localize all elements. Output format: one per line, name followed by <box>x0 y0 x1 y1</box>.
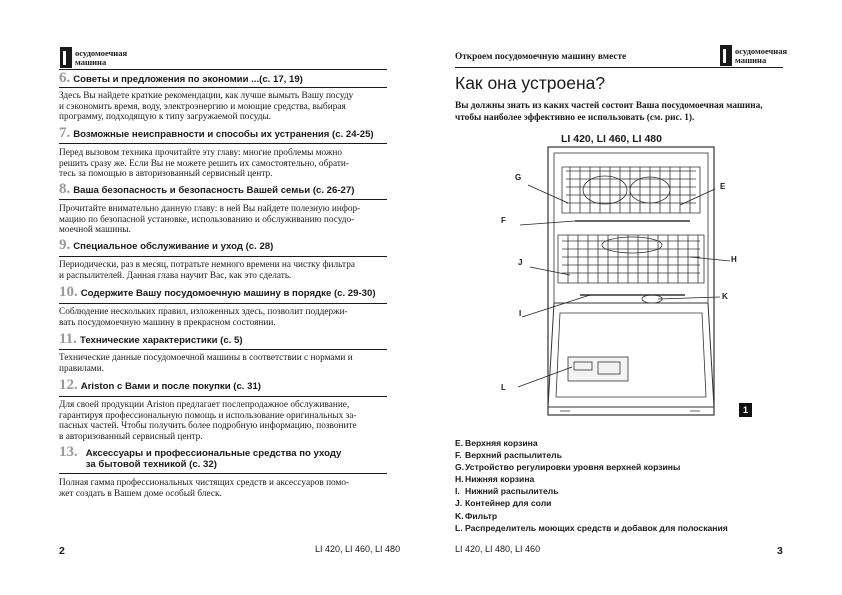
legend-item: F. Верхний распылитель <box>455 450 562 461</box>
callout-f: F <box>501 216 506 225</box>
section-rule <box>59 143 387 144</box>
callout-i: I <box>519 309 522 318</box>
parts-legend <box>455 437 728 534</box>
section-rule <box>59 349 387 350</box>
brand-line1: осудомоечная <box>735 45 788 56</box>
section-12-body: Для своей продукции Ariston предлагает послепродажное обслуживание, гарантируя профессиональную помощь и использование оригинальных за- пасных частей. Чтобы получить более подробную информацию, позвоните в авторизованный сервисный центр. <box>59 400 357 442</box>
section-rule <box>59 396 387 397</box>
dishwasher-illustration <box>500 145 745 420</box>
section-10-body: Соблюдение нескольких правил, изложенных здесь, позволит поддержи- вать посудомоечную машину в прекрасном состоянии. <box>59 307 348 328</box>
callout-g: G <box>515 173 522 182</box>
page-number-right: 3 <box>777 545 783 557</box>
section-rule <box>59 473 387 474</box>
footer-models-left: LI 420, LI 460, LI 480 <box>315 544 401 554</box>
callout-k: K <box>722 292 728 301</box>
brand-logo-icon <box>720 45 732 66</box>
page-number-left: 2 <box>59 545 65 557</box>
brand-logo-icon <box>60 47 72 68</box>
intro-text: Вы должны знать из каких частей состоит Ваша посудомоечная машина, чтобы наиболее эффективно ее использовать (см. рис. 1). <box>455 101 763 123</box>
legend-item: H.Нижняя корзина <box>455 474 535 485</box>
callout-j: J <box>518 258 523 267</box>
section-rule <box>59 199 387 200</box>
brand-header-left <box>60 47 127 68</box>
section-rule <box>59 303 387 304</box>
section-10-heading: 10. Содержите Вашу посудомоечную машину в порядке (с. 29-30) <box>59 284 376 300</box>
brand-line1: осудомоечная <box>75 47 128 58</box>
section-9-body: Периодически, раз в месяц, потратьте немного времени на чистку фильтра и распылителей. Данная глава научит Вас, как это сделать. <box>59 260 355 281</box>
legend-item: L. Распределитель моющих средств и добавок для полоскания <box>455 522 728 533</box>
legend-item: J. Контейнер для соли <box>455 498 552 509</box>
callout-e: E <box>720 182 726 191</box>
section-7-body: Перед вызовом техника прочитайте эту главу: многие проблемы можно решить сразу же. Если Вы не можете решить их самостоятельно, обрати- тесь за помощью в авторизованный сервисный центр. <box>59 148 349 180</box>
header-rule-right <box>455 67 783 68</box>
models-caption: LI 420, LI 460, LI 480 <box>561 133 662 145</box>
footer-models-right: LI 420, LI 480, LI 460 <box>455 544 541 554</box>
callout-l: L <box>501 383 506 392</box>
section-6-heading: 6. Советы и предложения по экономии ...(с. 17, 19) <box>59 70 303 86</box>
section-9-heading: 9. Специальное обслуживание и уход (с. 28) <box>59 237 274 253</box>
section-rule <box>59 87 387 88</box>
legend-item: G.Устройство регулировки уровня верхней корзины <box>455 462 681 473</box>
section-8-heading: 8. Ваша безопасность и безопасность Вашей семьи (с. 26-27) <box>59 181 355 197</box>
section-7-heading: 7. Возможные неисправности и способы их устранения (с. 24-25) <box>59 125 374 141</box>
callout-h: H <box>731 255 737 264</box>
section-6-body: Здесь Вы найдете краткие рекомендации, как лучше вымыть Вашу посуду и сэкономить время, воду, электроэнергию и моющие средства, выбирая программу, подходящую к типу загружаемой посуды. <box>59 91 354 123</box>
right-header-title: Откроем посудомоечную машину вместе <box>455 52 627 62</box>
brand-line2: машина <box>735 54 767 65</box>
section-11-body: Технические данные посудомоечной машины в соответствии с нормами и правилами. <box>59 353 353 374</box>
figure-number-badge: 1 <box>739 403 752 417</box>
legend-item: E. Верхняя корзина <box>455 438 538 448</box>
page-heading: Как она устроена? <box>455 73 606 93</box>
section-rule <box>59 256 387 257</box>
section-13-body: Полная гамма профессиональных чистящих средств и аксессуаров помо- жет создать в Вашем доме особый блеск. <box>59 478 350 499</box>
legend-item: I. Нижний распылитель <box>455 486 559 497</box>
section-12-heading: 12. Ariston с Вами и после покупки (с. 31) <box>59 377 261 393</box>
section-8-body: Прочитайте внимательно данную главу: в ней Вы найдете полезную инфор- мацию по безопасной установке, использованию и обслуживанию посудо- моечной машины. <box>59 204 361 236</box>
section-11-heading: 11. Технические характеристики (с. 5) <box>59 331 243 347</box>
legend-item: K.Фильтр <box>455 510 498 521</box>
section-13-heading: 13. Аксессуары и профессиональные средства по уходу за бытовой техникой (с. 32) <box>59 444 342 470</box>
brand-header-right <box>720 45 787 66</box>
brand-line2: машина <box>75 56 107 67</box>
